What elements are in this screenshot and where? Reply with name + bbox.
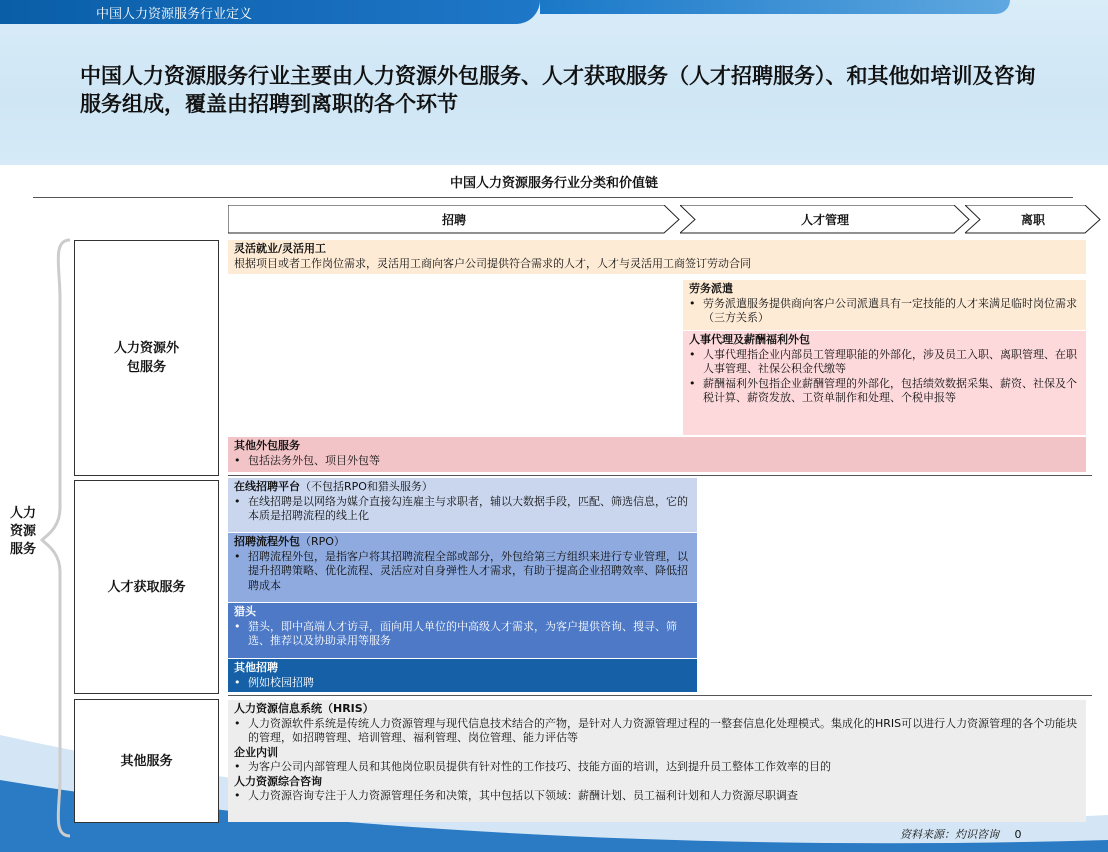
rpo-box: 招聘流程外包（RPO） • 招聘流程外包，是指客户将其招聘流程全部或部分，外包给第三方组织来进行专业管理，以提升招聘策略、优化流程、灵活应对自身弹性人才需求，有助于提高企业招聘效率、降低招聘成本 <box>228 533 697 602</box>
box-title: 人事代理及薪酬福利外包 <box>689 333 810 346</box>
root-label: 人力资源服务 <box>10 506 37 557</box>
category-label: 其他服务 <box>120 753 173 769</box>
page-title: 中国人力资源服务行业主要由人力资源外包服务、人才获取服务（人才招聘服务）、和其他如培训及咨询服务组成，覆盖由招聘到离职的各个环节 <box>80 64 1036 116</box>
category-label: 人力资源外包服务 <box>113 341 179 375</box>
box-bullet: 人力资源软件系统是传统人力资源管理与现代信息技术结合的产物，是针对人力资源管理过程的一整套信息化处理模式。集成化的HRIS可以进行人力资源管理的各个功能块的管理，如招聘管理、培训管理、福利管理、岗位管理、能力评估等 <box>248 716 1078 744</box>
category-acquisition <box>74 480 219 694</box>
page-number: 0 <box>1014 828 1022 841</box>
stage-chevron-talent-mgmt <box>680 205 970 234</box>
box-title: 招聘流程外包 <box>234 535 300 548</box>
box-bullet: 人事代理指企业内部员工管理职能的外部化，涉及员工入职、离职管理、在职人事管理、社保公积金代缴等 <box>703 347 1077 375</box>
other-services-box: 人力资源信息系统（HRIS） • 人力资源软件系统是传统人力资源管理与现代信息技术结合的产物，是针对人力资源管理过程的一整套信息化处理模式。集成化的HRIS可以进行人力资源管理的各个功能块的管理，如招聘管理、培训管理、福利管理、岗位管理、能力评估等 企业内训 • 为客户公司内部管理人员和其他岗位职员提供有针对性的工作技巧、技能方面的培训，达到提升员工整体工作效率的目的 人力资源综合咨询 • 人力资源咨询专注于人力资源管理任务和决策，其中包括以下领域：薪酬计划、员工福利计划和人力资源尽职调查 <box>228 700 1086 822</box>
box-title: 灵活就业/灵活用工 <box>234 242 327 255</box>
box-title: 在线招聘平台 <box>234 480 300 493</box>
box-bullet: 猎头，即中高端人才访寻，面向用人单位的中高级人才需求，为客户提供咨询、搜寻、筛选、推荐以及协助录用等服务 <box>248 619 677 647</box>
title-rule <box>33 197 1073 198</box>
section-divider <box>228 475 1092 476</box>
stage-chevron-exit <box>965 205 1101 234</box>
other-outsourcing-box: 其他外包服务 • 包括法务外包、项目外包等 <box>228 437 1086 472</box>
box-title: 其他招聘 <box>234 661 278 674</box>
section-tab <box>0 0 540 24</box>
diagram-title: 中国人力资源服务行业分类和价值链 <box>449 176 658 191</box>
box-note: （RPO） <box>300 535 345 548</box>
box-bullet: 招聘流程外包，是指客户将其招聘流程全部或部分，外包给第三方组织来进行专业管理，以提升招聘策略、优化流程、灵活应对自身弹性人才需求，有助于提高企业招聘效率、降低招聘成本 <box>248 549 688 592</box>
stage-label: 招聘 <box>441 213 466 227</box>
box-bullet: 在线招聘是以网络为媒介直接勾连雇主与求职者，辅以大数据手段，匹配、筛选信息，它的本质是招聘流程的线上化 <box>248 494 688 522</box>
online-recruiting-box: 在线招聘平台（不包括RPO和猎头服务） • 在线招聘是以网络为媒介直接勾连雇主与求职者，辅以大数据手段，匹配、筛选信息，它的本质是招聘流程的线上化 <box>228 478 697 532</box>
stage-chevron-recruit <box>228 205 680 234</box>
box-bullet: 包括法务外包、项目外包等 <box>248 453 380 467</box>
box-bullet: 例如校园招聘 <box>248 675 314 689</box>
box-note: （不包括RPO和猎头服务） <box>300 480 433 493</box>
box-title: 人力资源综合咨询 <box>234 774 322 788</box>
other-recruiting-box: 其他招聘 • 例如校园招聘 <box>228 659 697 692</box>
section-divider <box>228 695 1092 696</box>
box-title: 劳务派遣 <box>689 282 733 295</box>
flex-employment-box <box>228 240 1086 274</box>
root-brace <box>40 238 74 838</box>
source-note <box>900 826 1022 842</box>
box-title: 人力资源信息系统（HRIS） <box>234 702 374 715</box>
box-title: 猎头 <box>234 605 256 618</box>
stage-label: 人才管理 <box>800 213 849 227</box>
box-title: 其他外包服务 <box>234 439 300 452</box>
box-bullet: 劳务派遣服务提供商向客户公司派遣具有一定技能的人才来满足临时岗位需求（三方关系） <box>703 296 1077 324</box>
source-text: 资料来源：灼识咨询 <box>900 828 999 841</box>
stage-label: 离职 <box>1020 213 1045 227</box>
box-desc: 根据项目或者工作岗位需求，灵活用工商向客户公司提供符合需求的人才，人才与灵活用工商签订劳动合同 <box>234 256 751 270</box>
box-bullet: 为客户公司内部管理人员和其他岗位职员提供有针对性的工作技巧、技能方面的培训，达到提升员工整体工作效率的目的 <box>248 760 831 773</box>
box-bullet: 人力资源咨询专注于人力资源管理任务和决策，其中包括以下领域：薪酬计划、员工福利计划和人力资源尽职调查 <box>248 789 798 802</box>
headhunting-box: 猎头 • 猎头，即中高端人才访寻，面向用人单位的中高级人才需求，为客户提供咨询、搜寻、筛选、推荐以及协助录用等服务 <box>228 603 697 658</box>
category-outsourcing <box>74 240 219 476</box>
section-tab-label: 中国人力资源服务行业定义 <box>96 7 253 22</box>
box-title: 企业内训 <box>234 745 278 759</box>
header-accent-band <box>540 0 1010 14</box>
payroll-box: 人事代理及薪酬福利外包 • 人事代理指企业内部员工管理职能的外部化，涉及员工入职、离职管理、在职人事管理、社保公积金代缴等 • 薪酬福利外包指企业薪酬管理的外部化，包括绩效数据采集、薪资、社保及个税计算、薪资发放、工资单制作和处理、个税申报等 <box>683 331 1086 435</box>
box-bullet: 薪酬福利外包指企业薪酬管理的外部化，包括绩效数据采集、薪资、社保及个税计算、薪资发放、工资单制作和处理、个税申报等 <box>703 376 1077 404</box>
category-other <box>74 699 219 823</box>
labor-dispatch-box: 劳务派遣 • 劳务派遣服务提供商向客户公司派遣具有一定技能的人才来满足临时岗位需求（三方关系） <box>683 280 1086 330</box>
category-label: 人才获取服务 <box>107 579 186 595</box>
